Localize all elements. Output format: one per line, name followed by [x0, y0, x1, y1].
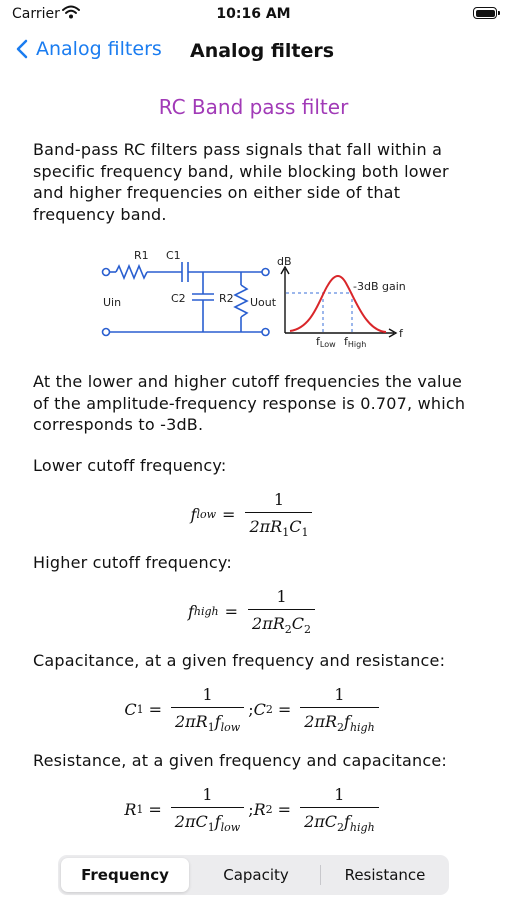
db-axis-label: dB	[277, 255, 292, 268]
page-title: Analog filters	[190, 40, 335, 62]
f-high-symbol: f	[187, 602, 194, 622]
fraction: $\frac{1}{2\pi R_1f_{low}}$	[171, 685, 244, 734]
equals-sign: =	[222, 505, 236, 525]
svg-text:fLow	[316, 335, 336, 349]
c1-label: C1	[166, 249, 181, 262]
lower-cutoff-label: Lower cutoff frequency:	[33, 456, 227, 475]
section-heading: RC Band pass filter	[158, 95, 349, 119]
uout-label: Uout	[250, 296, 277, 309]
formula-capacitance: C 1 = $\frac{1}{2\pi R_1f_{low}}$ ; C 2 = $\frac{1}{2\pi R_2f_{high}}$	[0, 685, 507, 734]
f-low-symbol: f	[190, 505, 197, 525]
fhigh-sub-label: High	[347, 340, 367, 349]
flow-label: f	[316, 335, 320, 348]
chevron-left-icon	[16, 39, 28, 59]
gain-label: -3dB gain	[353, 280, 406, 293]
c2-label: C2	[171, 292, 186, 305]
fraction	[248, 587, 315, 636]
uin-label: Uin	[103, 296, 122, 309]
segment-capacity[interactable]: Capacity	[223, 866, 289, 884]
cutoff-paragraph: At the lower and higher cutoff frequencies the value of the amplitude-frequency response is 0.707, which corresponds to -3dB.	[33, 372, 466, 434]
r2-label: R2	[219, 292, 234, 305]
fraction	[245, 490, 312, 539]
higher-cutoff-label: Higher cutoff frequency:	[33, 553, 232, 572]
f-axis-label: f	[399, 327, 403, 340]
band-pass-diagram	[98, 245, 413, 350]
formula-f-high	[0, 587, 507, 636]
numerator: 1	[276, 587, 287, 606]
navigation-bar	[0, 36, 507, 72]
battery-icon	[473, 7, 497, 19]
fraction: $\frac{1}{2\pi R_2f_{high}}$	[300, 685, 378, 734]
back-button-label: Analog filters	[36, 38, 162, 60]
fhigh-label: f	[344, 335, 348, 348]
f-high-subscript: high	[193, 605, 219, 619]
clock: 10:16 AM	[216, 6, 291, 22]
denominator: $2\pi R_1C_1$	[245, 512, 312, 539]
fraction: $\frac{1}{2\pi C_1f_{low}}$	[171, 785, 244, 834]
capacitance-label: Capacitance, at a given frequency and resistance:	[33, 651, 446, 670]
formula-resistance: R 1 = $\frac{1}{2\pi C_1f_{low}}$ ; R 2 = $\frac{1}{2\pi C_2f_{high}}$	[0, 785, 507, 834]
numerator: 1	[273, 490, 285, 509]
svg-text:fHigh	[344, 335, 366, 349]
segment-resistance[interactable]: Resistance	[344, 866, 426, 884]
equals-sign: =	[224, 602, 239, 622]
fraction: $\frac{1}{2\pi C_2f_{high}}$	[300, 785, 379, 834]
formula-f-low	[0, 490, 507, 539]
resistance-label: Resistance, at a given frequency and capacitance:	[33, 751, 447, 770]
carrier-label: Carrier	[12, 6, 60, 22]
denominator: $2\pi R_2C_2$	[248, 609, 315, 636]
flow-sub-label: Low	[319, 340, 336, 349]
status-bar	[0, 0, 507, 30]
segment-frequency[interactable]: Frequency	[61, 858, 189, 892]
back-button[interactable]	[16, 38, 162, 60]
f-low-subscript: low	[196, 508, 217, 522]
mode-segmented-control	[58, 855, 449, 895]
intro-paragraph: Band-pass RC filters pass signals that fall within a specific frequency band, while blocking both lower and higher frequencies on either side of that frequency band.	[33, 140, 449, 224]
r1-label: R1	[134, 249, 149, 262]
